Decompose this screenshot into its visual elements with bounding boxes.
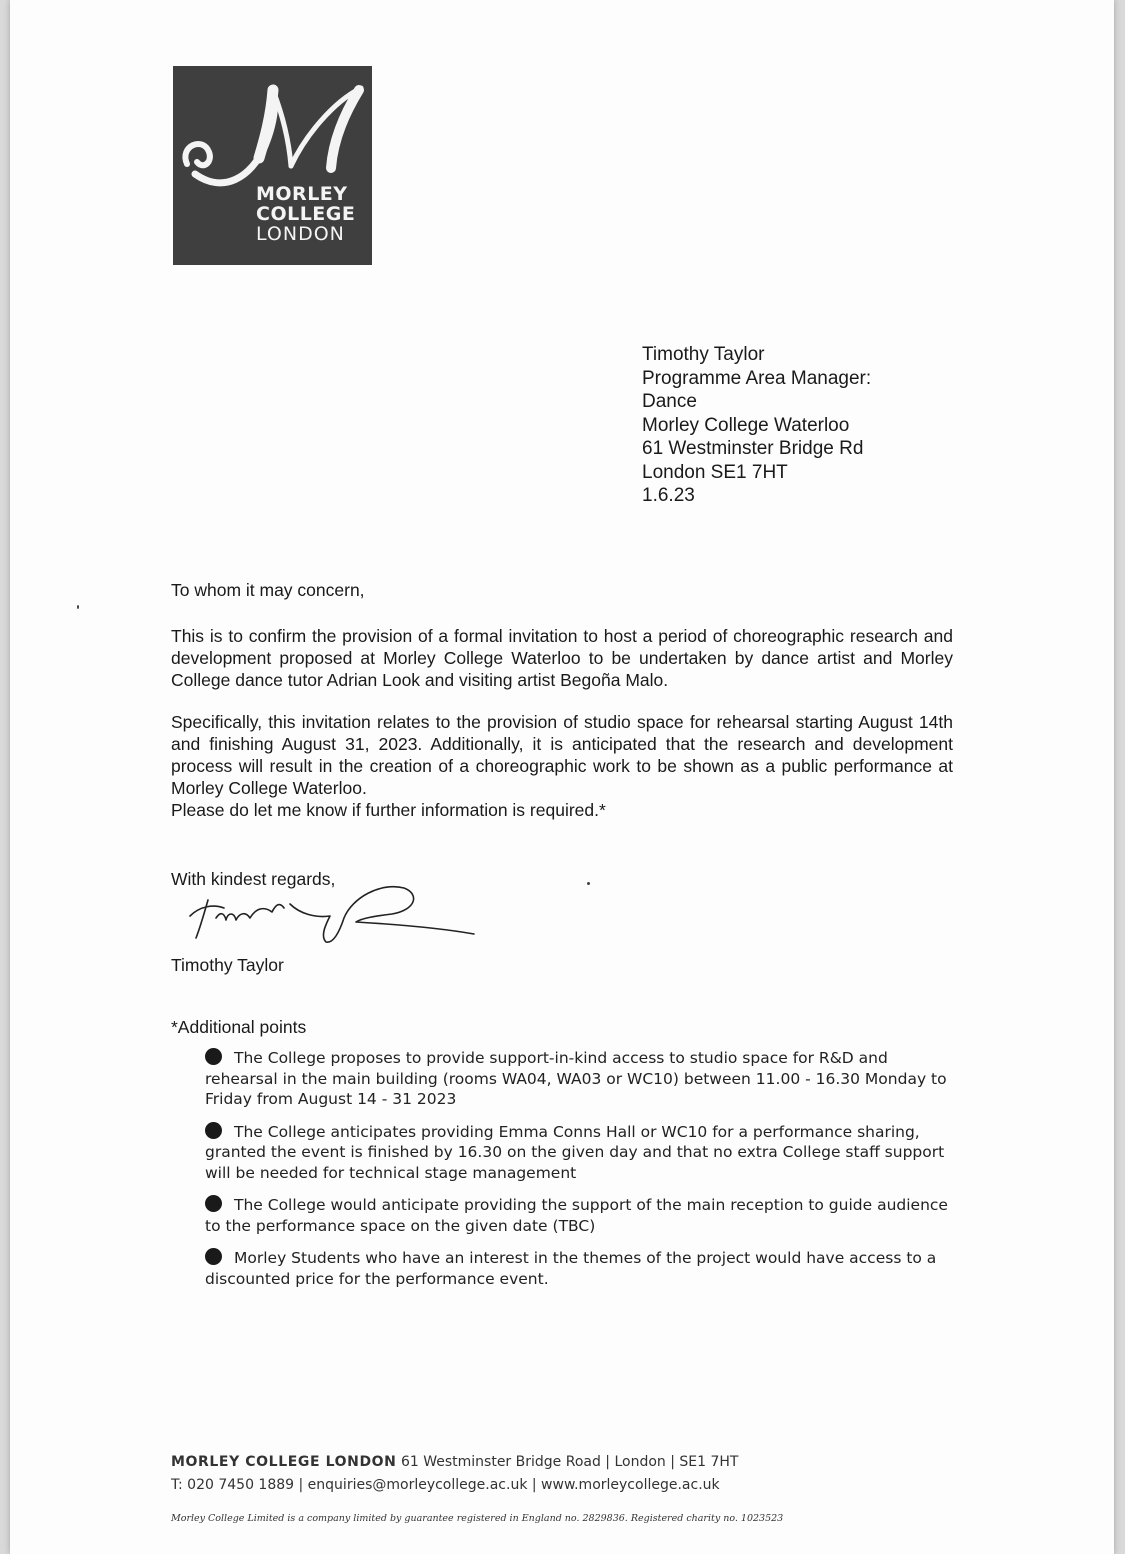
- footer-street-address: 61 Westminster Bridge Road | London | SE1 7HT: [396, 1454, 739, 1470]
- bullet-icon: [205, 1048, 222, 1065]
- logo-line-college: COLLEGE: [256, 203, 356, 225]
- list-item: [205, 1122, 965, 1184]
- bullet-icon: [205, 1195, 222, 1212]
- point-performance-hall: The College anticipates providing Emma Conns Hall or WC10 for a performance sharing, granted the event is finished by 16.30 on the given day and that no extra College staff support will be needed for technical stage management: [205, 1122, 945, 1182]
- footer-org-name: MORLEY COLLEGE LONDON: [171, 1454, 397, 1470]
- bullet-icon: [205, 1248, 222, 1265]
- logo-line-morley: MORLEY: [256, 183, 348, 205]
- footer-contact: T: 020 7450 1889 | enquiries@morleycollege.ac.uk | www.morleycollege.ac.uk: [171, 1477, 720, 1493]
- paragraph-details: [171, 711, 953, 821]
- footer-address: [171, 1454, 738, 1470]
- sender-title: Programme Area Manager:: [642, 367, 872, 389]
- salutation: To whom it may concern,: [171, 580, 365, 600]
- list-item: [205, 1195, 965, 1236]
- paragraph-further-info: Please do let me know if further information is required.*: [171, 800, 606, 820]
- sender-city-postcode: London SE1 7HT: [642, 461, 788, 483]
- closing: With kindest regards,: [171, 869, 336, 889]
- sender-venue: Morley College Waterloo: [642, 414, 850, 436]
- sender-address-block: [642, 343, 871, 508]
- morley-college-logo: [173, 66, 372, 265]
- sender-department: Dance: [642, 391, 697, 412]
- logo-wordmark: [256, 184, 355, 244]
- signer-name: Timothy Taylor: [171, 955, 284, 975]
- letter-date: 1.6.23: [642, 485, 695, 506]
- additional-points-list: [205, 1048, 965, 1301]
- point-studio-access: The College proposes to provide support-in-kind access to studio space for R&D and rehearsal in the main building (rooms WA04, WA03 or WC10) between 11.00 - 16.30 Monday to Friday from August 14 - 31 2023: [205, 1049, 947, 1108]
- point-student-discount: Morley Students who have an interest in the themes of the project would have access to a discounted price for the performance event.: [205, 1249, 937, 1288]
- sender-street: 61 Westminster Bridge Rd: [642, 438, 864, 459]
- point-reception-support: The College would anticipate providing the support of the main reception to guide audience to the performance space on the given date (TBC): [205, 1196, 948, 1235]
- list-item: [205, 1248, 965, 1289]
- scan-speck: [587, 882, 590, 885]
- footer-legal-notice: Morley College Limited is a company limited by guarantee registered in England no. 2829836. Registered charity no. 1023523: [171, 1513, 784, 1524]
- sender-name: Timothy Taylor: [642, 344, 765, 365]
- paragraph-invitation: This is to confirm the provision of a formal invitation to host a period of choreographic research and development proposed at Morley College Waterloo to be undertaken by dance artist and Morley College dance tutor Adrian Look and visiting artist Begoña Malo.: [171, 626, 953, 690]
- letter-page: [10, 0, 1114, 1554]
- additional-points-heading: *Additional points: [171, 1017, 307, 1037]
- bullet-icon: [205, 1122, 222, 1139]
- logo-line-london: LONDON: [256, 223, 345, 245]
- scan-speck: [77, 605, 79, 609]
- list-item: [205, 1048, 965, 1110]
- paragraph-studio-space: Specifically, this invitation relates to the provision of studio space for rehearsal starting August 14th and finishing August 31, 2023. Additionally, it is anticipated that the research and development process will result in the creation of a choreographic work to be shown as a public performance at Morley College Waterloo.: [171, 712, 953, 798]
- handwritten-signature: [180, 878, 480, 948]
